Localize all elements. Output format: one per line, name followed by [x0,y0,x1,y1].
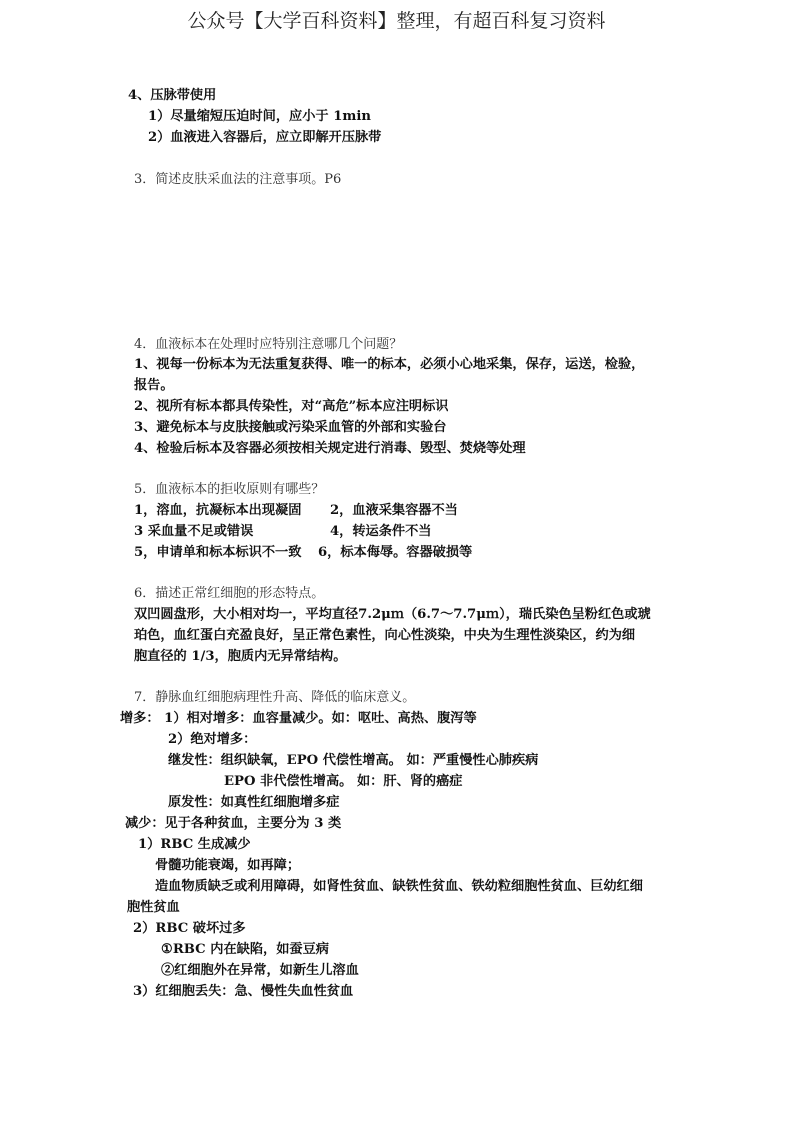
answer-line: 2）RBC 破坏过多 [133,921,246,936]
answer-line: 胞性贫血 [127,900,180,915]
reject-criterion: 2，血液采集容器不当 [330,503,458,518]
answer-line: 胞直径的 1/3，胞质内无异常结构。 [134,649,347,664]
answer-line: 4、检验后标本及容器必须按相关规定进行消毒、毁型、焚烧等处理 [134,441,526,456]
answer-line: 双凹圆盘形，大小相对均一，平均直径7.2μｍ（6.7～7.7μｍ），瑞氏染色呈粉红色或琥 [134,607,651,622]
question-6-title: 6．描述正常红细胞的形态特点。 [134,586,325,601]
reject-criterion: 6，标本侮辱。容器破损等 [318,545,473,560]
answer-line: 2、视所有标本都具传染性，对“高危”标本应注明标识 [134,399,449,414]
reject-criterion: 3 采血量不足或错误 [134,524,254,539]
section-title: 4、压脉带使用 [128,88,217,103]
question-4-title: 4．血液标本在处理时应特别注意哪几个问题？ [134,337,403,352]
question-5-title: 5．血液标本的拒收原则有哪些？ [134,482,325,497]
answer-line: 原发性：如真性红细胞增多症 [168,795,340,810]
reject-criterion: 4，转运条件不当 [330,524,432,539]
list-item: 2）血液进入容器后，应立即解开压脉带 [148,130,382,145]
answer-line: 造血物质缺乏或利用障碍，如肾性贫血、缺铁性贫血、铁幼粒细胞性贫血、巨幼红细 [155,879,643,894]
answer-line: 1）RBC 生成减少 [138,837,251,852]
answer-line: ①RBC 内在缺陷，如蚕豆病 [161,942,329,957]
question-3-title: 3．简述皮肤采血法的注意事项。P6 [134,172,342,187]
answer-line: 珀色，血红蛋白充盈良好，呈正常色素性，向心性淡染，中央为生理性淡染区，约为细 [134,628,636,643]
answer-line: EPO 非代偿性增高。 如：肝、肾的癌症 [224,774,463,789]
answer-line: 继发性：组织缺氧，EPO 代偿性增高。 如：严重慢性心肺疾病 [168,753,539,768]
answer-line: 2）绝对增多： [168,732,257,747]
answer-line: 3、避免标本与皮肤接触或污染采血管的外部和实验台 [134,420,447,435]
answer-line: 增多： 1）相对增多：血容量减少。如：呕吐、高热、腹泻等 [120,711,477,726]
answer-line: 1、视每一份标本为无法重复获得、唯一的标本，必须小心地采集，保存，运送，检验， [134,357,645,372]
question-7-title: 7．静脉血红细胞病理性升高、降低的临床意义。 [134,690,416,705]
answer-line: 3）红细胞丢失：急、慢性失血性贫血 [133,984,354,999]
reject-criterion: 1，溶血，抗凝标本出现凝固 [134,503,302,518]
answer-line: 报告。 [134,378,174,393]
page-header: 公众号【大学百科资料】整理，有超百科复习资料 [187,10,606,32]
answer-line: 减少：见于各种贫血，主要分为 3 类 [125,816,342,831]
answer-line: 骨髓功能衰竭，如再障； [155,858,301,873]
answer-line: ②红细胞外在异常，如新生儿溶血 [161,963,359,978]
list-item: 1）尽量缩短压迫时间，应小于 1min [148,109,371,124]
reject-criterion: 5，申请单和标本标识不一致 [134,545,302,560]
